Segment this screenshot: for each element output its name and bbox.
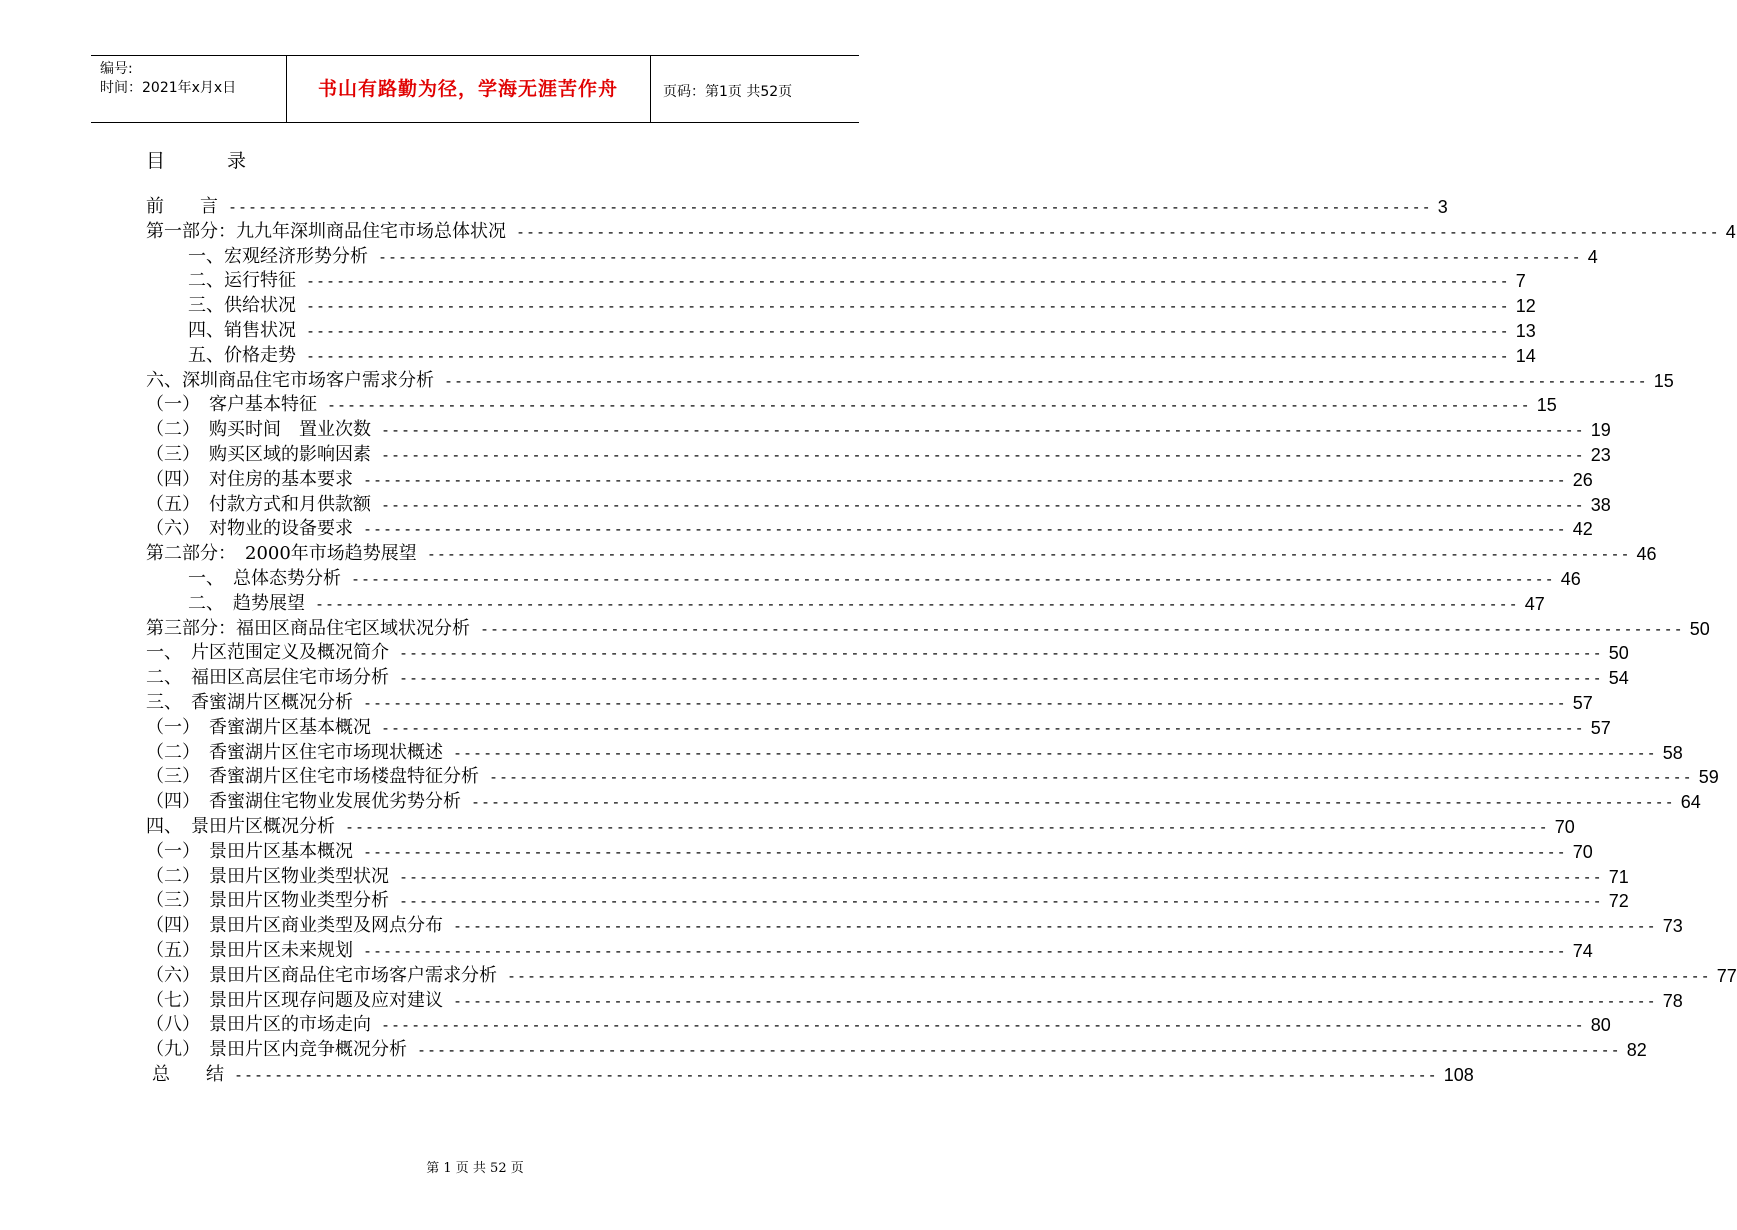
toc-entry-page: 47	[1524, 593, 1545, 614]
toc-leader: ------------------------------------------------------------------------------------------------------------------------	[426, 545, 1631, 564]
toc-entry-title: （一） 香蜜湖片区基本概况	[146, 716, 371, 738]
toc-entry-page: 23	[1590, 445, 1611, 465]
toc-leader: ------------------------------------------------------------------------------------------------------------------------	[306, 322, 1510, 340]
toc-entry-page: 46	[1636, 544, 1657, 565]
toc-entry-title: （二） 购买时间 置业次数	[146, 419, 371, 441]
doc-code-label: 编号:	[100, 61, 133, 77]
toc-entry-title: （四） 对住房的基本要求	[146, 468, 353, 490]
toc-entry[interactable]	[146, 468, 1593, 492]
toc-entry-page: 71	[1608, 866, 1629, 887]
toc-leader: ------------------------------------------------------------------------------------------------------------------------	[399, 644, 1603, 663]
toc-title: 目 录	[146, 150, 275, 172]
toc-entry-title: （二） 景田片区物业类型状况	[146, 865, 389, 887]
toc-leader: ------------------------------------------------------------------------------------------------------------------------	[381, 718, 1585, 737]
toc-entry[interactable]	[146, 1013, 1611, 1037]
toc-entry-page: 7	[1515, 271, 1526, 292]
toc-entry-page: 70	[1572, 841, 1593, 862]
toc-leader: ------------------------------------------------------------------------------------------------------------------------	[471, 793, 1675, 812]
toc-leader: ------------------------------------------------------------------------------------------------------------------------	[381, 446, 1585, 464]
toc-leader: ------------------------------------------------------------------------------------------------------------------------	[399, 669, 1603, 688]
header-page-info: 页码：第1页 共52页	[663, 84, 793, 100]
toc-entry-page: 42	[1572, 519, 1593, 540]
toc-entry-page: 26	[1572, 469, 1593, 490]
toc-entry-title: （五） 付款方式和月供款额	[146, 493, 371, 515]
toc-entry-title: （四） 景田片区商业类型及网点分布	[146, 915, 443, 937]
toc-entry-title: （八） 景田片区的市场走向	[146, 1014, 371, 1036]
toc-leader: ------------------------------------------------------------------------------------------------------------------------	[351, 570, 1555, 588]
toc-entry[interactable]	[146, 840, 1593, 864]
toc-leader: ------------------------------------------------------------------------------------------------------------------------	[453, 743, 1657, 762]
toc-entry-title: 总 结	[152, 1064, 224, 1085]
toc-entry-title: （五） 景田片区未来规划	[146, 940, 353, 961]
toc-entry-page: 64	[1680, 792, 1701, 813]
toc-leader: ------------------------------------------------------------------------------------------------------------------------	[363, 694, 1567, 712]
header-divider	[650, 56, 651, 122]
toc-entry[interactable]	[188, 344, 1536, 368]
toc-leader: ------------------------------------------------------------------------------------------------------------------------	[363, 520, 1567, 539]
toc-leader: ------------------------------------------------------------------------------------------------------------------------	[480, 619, 1684, 638]
toc-entry-page: 12	[1515, 296, 1536, 317]
toc-leader: ------------------------------------------------------------------------------------------------------------------------	[327, 396, 1531, 415]
doc-time-label: 时间：2021年x月x日	[100, 80, 237, 96]
toc-entry-title: 第二部分： 2000年市场趋势展望	[146, 543, 417, 565]
toc-entry-title: 一、宏观经济形势分析	[188, 245, 368, 267]
toc-leader: ------------------------------------------------------------------------------------------------------------------------	[306, 272, 1510, 291]
header-motto: 书山有路勤为径，学海无涯苦作舟	[317, 78, 618, 100]
toc-entry-title: 四、 景田片区概况分析	[146, 816, 335, 837]
toc-entry-title: （一） 景田片区基本概况	[146, 840, 353, 862]
toc-entry[interactable]	[146, 691, 1593, 715]
toc-entry-page: 50	[1608, 643, 1629, 664]
toc-entry-title: 三、供给状况	[188, 295, 296, 317]
toc-entry-page: 80	[1590, 1015, 1611, 1036]
toc-entry-title: 第一部分：九九年深圳商品住宅市场总体状况	[146, 220, 506, 242]
toc-leader: ------------------------------------------------------------------------------------------------------------------------	[363, 470, 1567, 489]
toc-entry[interactable]	[146, 443, 1611, 467]
toc-entry-title: （九） 景田片区内竞争概况分析	[146, 1039, 407, 1061]
toc-leader: ------------------------------------------------------------------------------------------------------------------------	[306, 346, 1510, 365]
toc-entry[interactable]	[146, 889, 1629, 913]
toc-leader: ------------------------------------------------------------------------------------------------------------------------	[315, 594, 1519, 613]
toc-entry-page: 108	[1443, 1065, 1474, 1085]
toc-leader: ------------------------------------------------------------------------------------------------------------------------	[228, 198, 1432, 216]
toc-leader: ------------------------------------------------------------------------------------------------------------------------	[363, 942, 1567, 960]
toc-entry-page: 70	[1554, 817, 1575, 837]
toc-entry-title: 前 言	[146, 196, 218, 217]
toc-entry[interactable]	[146, 964, 1737, 988]
toc-leader: ------------------------------------------------------------------------------------------------------------------------	[234, 1066, 1438, 1084]
toc-entry-title: 四、销售状况	[188, 320, 296, 341]
toc-entry-page: 77	[1716, 965, 1737, 986]
toc-entry-title: 五、价格走势	[188, 344, 296, 366]
toc-entry[interactable]	[146, 493, 1611, 517]
toc-entry-title: （三） 香蜜湖片区住宅市场楼盘特征分析	[146, 766, 479, 788]
toc-leader: ------------------------------------------------------------------------------------------------------------------------	[507, 966, 1711, 985]
toc-entry-page: 59	[1698, 767, 1719, 788]
toc-leader: ------------------------------------------------------------------------------------------------------------------------	[363, 842, 1567, 861]
toc-entry-page: 72	[1608, 891, 1629, 912]
toc-entry-page: 14	[1515, 345, 1536, 366]
toc-entry-page: 50	[1689, 618, 1710, 639]
toc-entry-title: （六） 对物业的设备要求	[146, 518, 353, 540]
toc-entry[interactable]	[146, 939, 1593, 963]
toc-leader: ------------------------------------------------------------------------------------------------------------------------	[381, 495, 1585, 514]
toc-entry-title: 二、 趋势展望	[188, 592, 305, 614]
toc-entry-page: 3	[1437, 197, 1448, 217]
toc-entry[interactable]	[146, 790, 1701, 814]
toc-entry-page: 38	[1590, 494, 1611, 515]
toc-leader: ------------------------------------------------------------------------------------------------------------------------	[381, 421, 1585, 440]
toc-entry[interactable]	[146, 666, 1629, 690]
header-meta	[100, 60, 236, 98]
toc-entry[interactable]	[188, 269, 1526, 293]
toc-leader: ------------------------------------------------------------------------------------------------------------------------	[399, 892, 1603, 911]
toc-entry-page: 4	[1725, 221, 1736, 242]
toc-entry[interactable]	[152, 1063, 1474, 1087]
toc-entry-page: 74	[1572, 941, 1593, 961]
toc-entry-title: （一） 客户基本特征	[146, 394, 317, 416]
toc-entry-page: 4	[1587, 246, 1598, 267]
toc-entry-page: 57	[1572, 693, 1593, 713]
toc-leader: ------------------------------------------------------------------------------------------------------------------------	[489, 768, 1693, 787]
page-footer: 第 1 页 共 52 页	[426, 1161, 524, 1176]
toc-entry-title: 三、 香蜜湖片区概况分析	[146, 692, 353, 713]
toc-entry-page: 15	[1536, 395, 1557, 416]
toc-leader: ------------------------------------------------------------------------------------------------------------------------	[378, 247, 1582, 266]
toc-entry[interactable]	[146, 220, 1736, 244]
toc-entry[interactable]	[146, 815, 1575, 839]
toc-leader: ------------------------------------------------------------------------------------------------------------------------	[444, 371, 1648, 390]
toc-entry-page: 13	[1515, 321, 1536, 341]
toc-entry[interactable]	[146, 1038, 1647, 1062]
toc-entry[interactable]	[146, 765, 1719, 789]
toc-entry-page: 46	[1560, 569, 1581, 589]
toc-entry[interactable]	[146, 989, 1683, 1013]
toc-entry[interactable]	[146, 865, 1629, 889]
toc-entry-title: 一、 片区范围定义及概况简介	[146, 642, 389, 664]
toc-entry-page: 73	[1662, 916, 1683, 937]
toc-entry[interactable]	[188, 567, 1581, 591]
toc-entry[interactable]	[188, 294, 1536, 318]
toc-entry-title: （二） 香蜜湖片区住宅市场现状概述	[146, 741, 443, 763]
toc-entry[interactable]	[146, 369, 1674, 393]
toc-entry-title: （七） 景田片区现存问题及应对建议	[146, 989, 443, 1011]
toc-entry-title: （三） 景田片区物业类型分析	[146, 890, 389, 912]
toc-entry-page: 15	[1653, 370, 1674, 391]
toc-entry-title: 第三部分：福田区商品住宅区域状况分析	[146, 617, 470, 639]
toc-entry[interactable]	[188, 592, 1545, 616]
toc-entry-page: 54	[1608, 668, 1629, 689]
toc-leader: ------------------------------------------------------------------------------------------------------------------------	[453, 917, 1657, 936]
toc-entry[interactable]	[146, 517, 1593, 541]
toc-entry-page: 82	[1626, 1040, 1647, 1061]
toc-entry[interactable]	[146, 716, 1611, 740]
toc-leader: ------------------------------------------------------------------------------------------------------------------------	[399, 867, 1603, 886]
toc-entry-title: （三） 购买区域的影响因素	[146, 444, 371, 465]
toc-entry-page: 78	[1662, 990, 1683, 1011]
toc-leader: ------------------------------------------------------------------------------------------------------------------------	[417, 1041, 1621, 1060]
toc-entry[interactable]	[146, 195, 1448, 219]
toc-entry[interactable]	[146, 418, 1611, 442]
toc-leader: ------------------------------------------------------------------------------------------------------------------------	[306, 297, 1510, 316]
toc-entry-title: （四） 香蜜湖住宅物业发展优劣势分析	[146, 791, 461, 813]
toc-leader: ------------------------------------------------------------------------------------------------------------------------	[345, 818, 1549, 836]
toc-entry[interactable]	[188, 319, 1536, 343]
toc-entry-title: 六、深圳商品住宅市场客户需求分析	[146, 369, 434, 391]
toc-entry[interactable]	[188, 245, 1598, 269]
toc-entry-title: （六） 景田片区商品住宅市场客户需求分析	[146, 964, 497, 986]
toc-entry[interactable]	[146, 393, 1557, 417]
toc-leader: ------------------------------------------------------------------------------------------------------------------------	[516, 222, 1720, 241]
toc-entry[interactable]	[146, 741, 1683, 765]
toc-entry-title: 二、运行特征	[188, 270, 296, 292]
page-header	[91, 55, 859, 123]
toc-entry-title: 二、 福田区高层住宅市场分析	[146, 667, 389, 689]
toc-entry[interactable]	[146, 542, 1657, 566]
toc-leader: ------------------------------------------------------------------------------------------------------------------------	[453, 991, 1657, 1010]
toc-entry[interactable]	[146, 914, 1683, 938]
toc-leader: ------------------------------------------------------------------------------------------------------------------------	[381, 1016, 1585, 1035]
toc-entry-page: 58	[1662, 742, 1683, 763]
toc-entry-title: 一、 总体态势分析	[188, 568, 341, 589]
toc-entry-page: 19	[1590, 420, 1611, 441]
toc-entry[interactable]	[146, 617, 1710, 641]
toc-entry-page: 57	[1590, 717, 1611, 738]
toc-entry[interactable]	[146, 641, 1629, 665]
